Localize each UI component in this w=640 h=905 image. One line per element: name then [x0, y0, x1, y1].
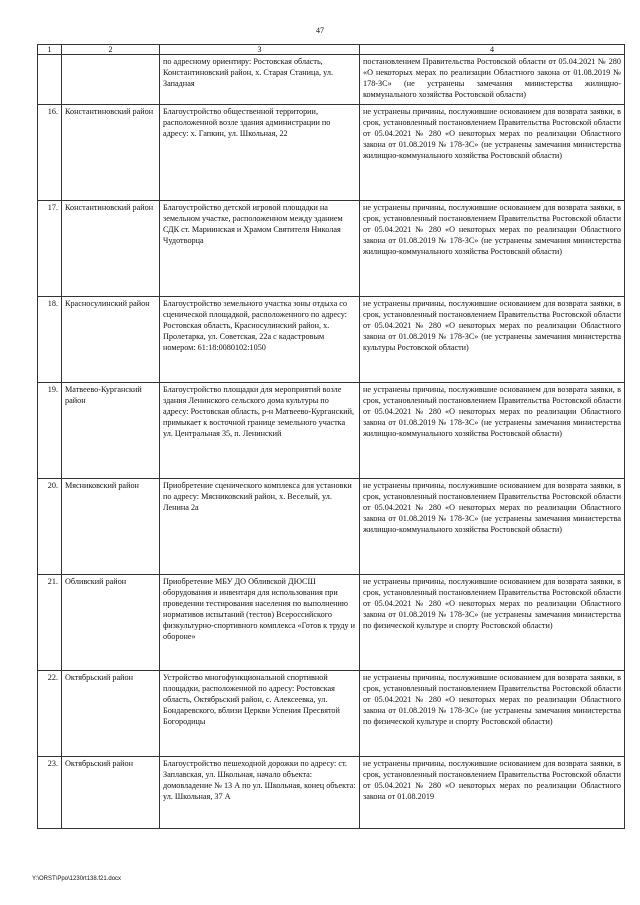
object-cell: Приобретение МБУ ДО Обливской ДЮСШ оборудования и инвентаря для использования при проведении тестирования населения по выполнению нормативов испытаний (тестов) Всероссийского физкультурно-спортивного комплекса «Готов к труду и обороне» — [160, 575, 360, 671]
row-number: 19. — [38, 383, 62, 479]
district-cell: Константиновский район — [62, 201, 160, 297]
district-cell: Октябрьский район — [62, 757, 160, 829]
page-number: 47 — [316, 26, 324, 35]
table-row — [38, 479, 625, 575]
table-row — [38, 575, 625, 671]
object-cell: Устройство многофункциональной спортивной площадки, расположенной по адресу: Ростовская область, Октябрьский район, с. Алексеевка, ул. Бондаревского, вблизи Церкви Успения Пресвятой Богородицы — [160, 671, 360, 757]
object-cell: по адресному ориентиру: Ростовская область, Константиновский район, х. Старая Станица, ул. Западная — [160, 55, 360, 105]
table-row — [38, 55, 625, 105]
district-cell: Матвеево-Курганский район — [62, 383, 160, 479]
row-number: 20. — [38, 479, 62, 575]
table-header-row — [38, 45, 625, 55]
object-cell: Благоустройство общественной территории, расположенной возле здания администрации по адресу: х. Гапкин, ул. Школьная, 22 — [160, 105, 360, 201]
table-row — [38, 201, 625, 297]
header-cell: 1 — [38, 45, 62, 55]
row-number: 23. — [38, 757, 62, 829]
row-number: 21. — [38, 575, 62, 671]
district-cell: Мясниковский район — [62, 479, 160, 575]
district-cell — [62, 55, 160, 105]
reason-cell: не устранены причины, послужившие основанием для возврата заявки, в срок, установленный постановлением Правительства Ростовской области от 05.04.2021 № 280 «О некоторых мерах по реализации Областного закона от 01.08.2019 № 178-ЗС» (не устранены замечания министерства жилищно-коммунального хозяйства Ростовской области) — [360, 105, 625, 201]
reason-cell: не устранены причины, послужившие основанием для возврата заявки, в срок, установленный постановлением Правительства Ростовской области от 05.04.2021 № 280 «О некоторых мерах по реализации Областного закона от 01.08.2019 № 178-ЗС» (не устранены замечания министерства по физической культуре и спорту Ростовской области) — [360, 671, 625, 757]
decision-table — [37, 44, 625, 829]
header-cell: 4 — [360, 45, 625, 55]
reason-cell: не устранены причины, послужившие основанием для возврата заявки, в срок, установленный постановлением Правительства Ростовской области от 05.04.2021 № 280 «О некоторых мерах по реализации Областного закона от 01.08.2019 № 178-ЗС» (не устранены замечания министерства жилищно-коммунального хозяйства Ростовской области) — [360, 201, 625, 297]
district-cell: Обливский район — [62, 575, 160, 671]
reason-cell: не устранены причины, послужившие основанием для возврата заявки, в срок, установленный постановлением Правительства Ростовской области от 05.04.2021 № 280 «О некоторых мерах по реализации Областного закона от 01.08.2019 № 178-ЗС» (не устранены замечания министерства жилищно-коммунального хозяйства Ростовской области) — [360, 383, 625, 479]
object-cell: Приобретение сценического комплекса для установки по адресу: Мясниковский район, х. Веселый, ул. Ленина 2а — [160, 479, 360, 575]
district-cell: Константиновский район — [62, 105, 160, 201]
table-row — [38, 671, 625, 757]
reason-cell: не устранены причины, послужившие основанием для возврата заявки, в срок, установленный постановлением Правительства Ростовской области от 05.04.2021 № 280 «О некоторых мерах по реализации Областного закона от 01.08.2019 — [360, 757, 625, 829]
file-path-footer: Y:\ORST\Ppo\1230rt138.f21.docx — [32, 876, 122, 882]
row-number — [38, 55, 62, 105]
object-cell: Благоустройство пешеходной дорожки по адресу: ст. Заплавская, ул. Школьная, начало объекта: домовладение № 13 А по ул. Школьная, конец объекта: ул. Школьная, 37 А — [160, 757, 360, 829]
row-number: 16. — [38, 105, 62, 201]
header-cell: 2 — [62, 45, 160, 55]
table-row — [38, 757, 625, 829]
reason-cell: не устранены причины, послужившие основанием для возврата заявки, в срок, установленный постановлением Правительства Ростовской области от 05.04.2021 № 280 «О некоторых мерах по реализации Областного закона от 01.08.2019 № 178-ЗС» (не устранены замечания министерства по физической культуре и спорту Ростовской области) — [360, 575, 625, 671]
table-row — [38, 105, 625, 201]
row-number: 22. — [38, 671, 62, 757]
object-cell: Благоустройство детской игровой площадки на земельном участке, расположенном между зданием СДК ст. Мариинская и Храмом Святителя Николая Чудотворца — [160, 201, 360, 297]
district-cell: Красносулинский район — [62, 297, 160, 383]
header-cell: 3 — [160, 45, 360, 55]
row-number: 18. — [38, 297, 62, 383]
object-cell: Благоустройство земельного участка зоны отдыха со сценической площадкой, расположенного по адресу: Ростовская область, Красносулинский район, х. Пролетарка, ул. Советская, 22а с кадастровым номером: 61:18:0080102:1050 — [160, 297, 360, 383]
object-cell: Благоустройство площадки для мероприятий возле здания Ленинского сельского дома культуры по адресу: Ростовская область, р-н Матвеево-Курганский, примыкает к восточной границе земельного участка ул. Центральная 35, п. Ленинский — [160, 383, 360, 479]
table-row — [38, 383, 625, 479]
row-number: 17. — [38, 201, 62, 297]
reason-cell: не устранены причины, послужившие основанием для возврата заявки, в срок, установленный постановлением Правительства Ростовской области от 05.04.2021 № 280 «О некоторых мерах по реализации Областного закона от 01.08.2019 № 178-ЗС» (не устранены замечания министерства жилищно-коммунального хозяйства Ростовской области) — [360, 479, 625, 575]
table-row — [38, 297, 625, 383]
reason-cell: не устранены причины, послужившие основанием для возврата заявки, в срок, установленный постановлением Правительства Ростовской области от 05.04.2021 № 280 «О некоторых мерах по реализации Областного закона от 01.08.2019 № 178-ЗС» (не устранены замечания министерства культуры Ростовской области) — [360, 297, 625, 383]
district-cell: Октябрьский район — [62, 671, 160, 757]
reason-cell: постановлением Правительства Ростовской области от 05.04.2021 № 280 «О некоторых мерах по реализации Областного закона от 01.08.2019 № 178-ЗС» (не устранены замечания министерства жилищно-коммунального хозяйства Ростовской области) — [360, 55, 625, 105]
